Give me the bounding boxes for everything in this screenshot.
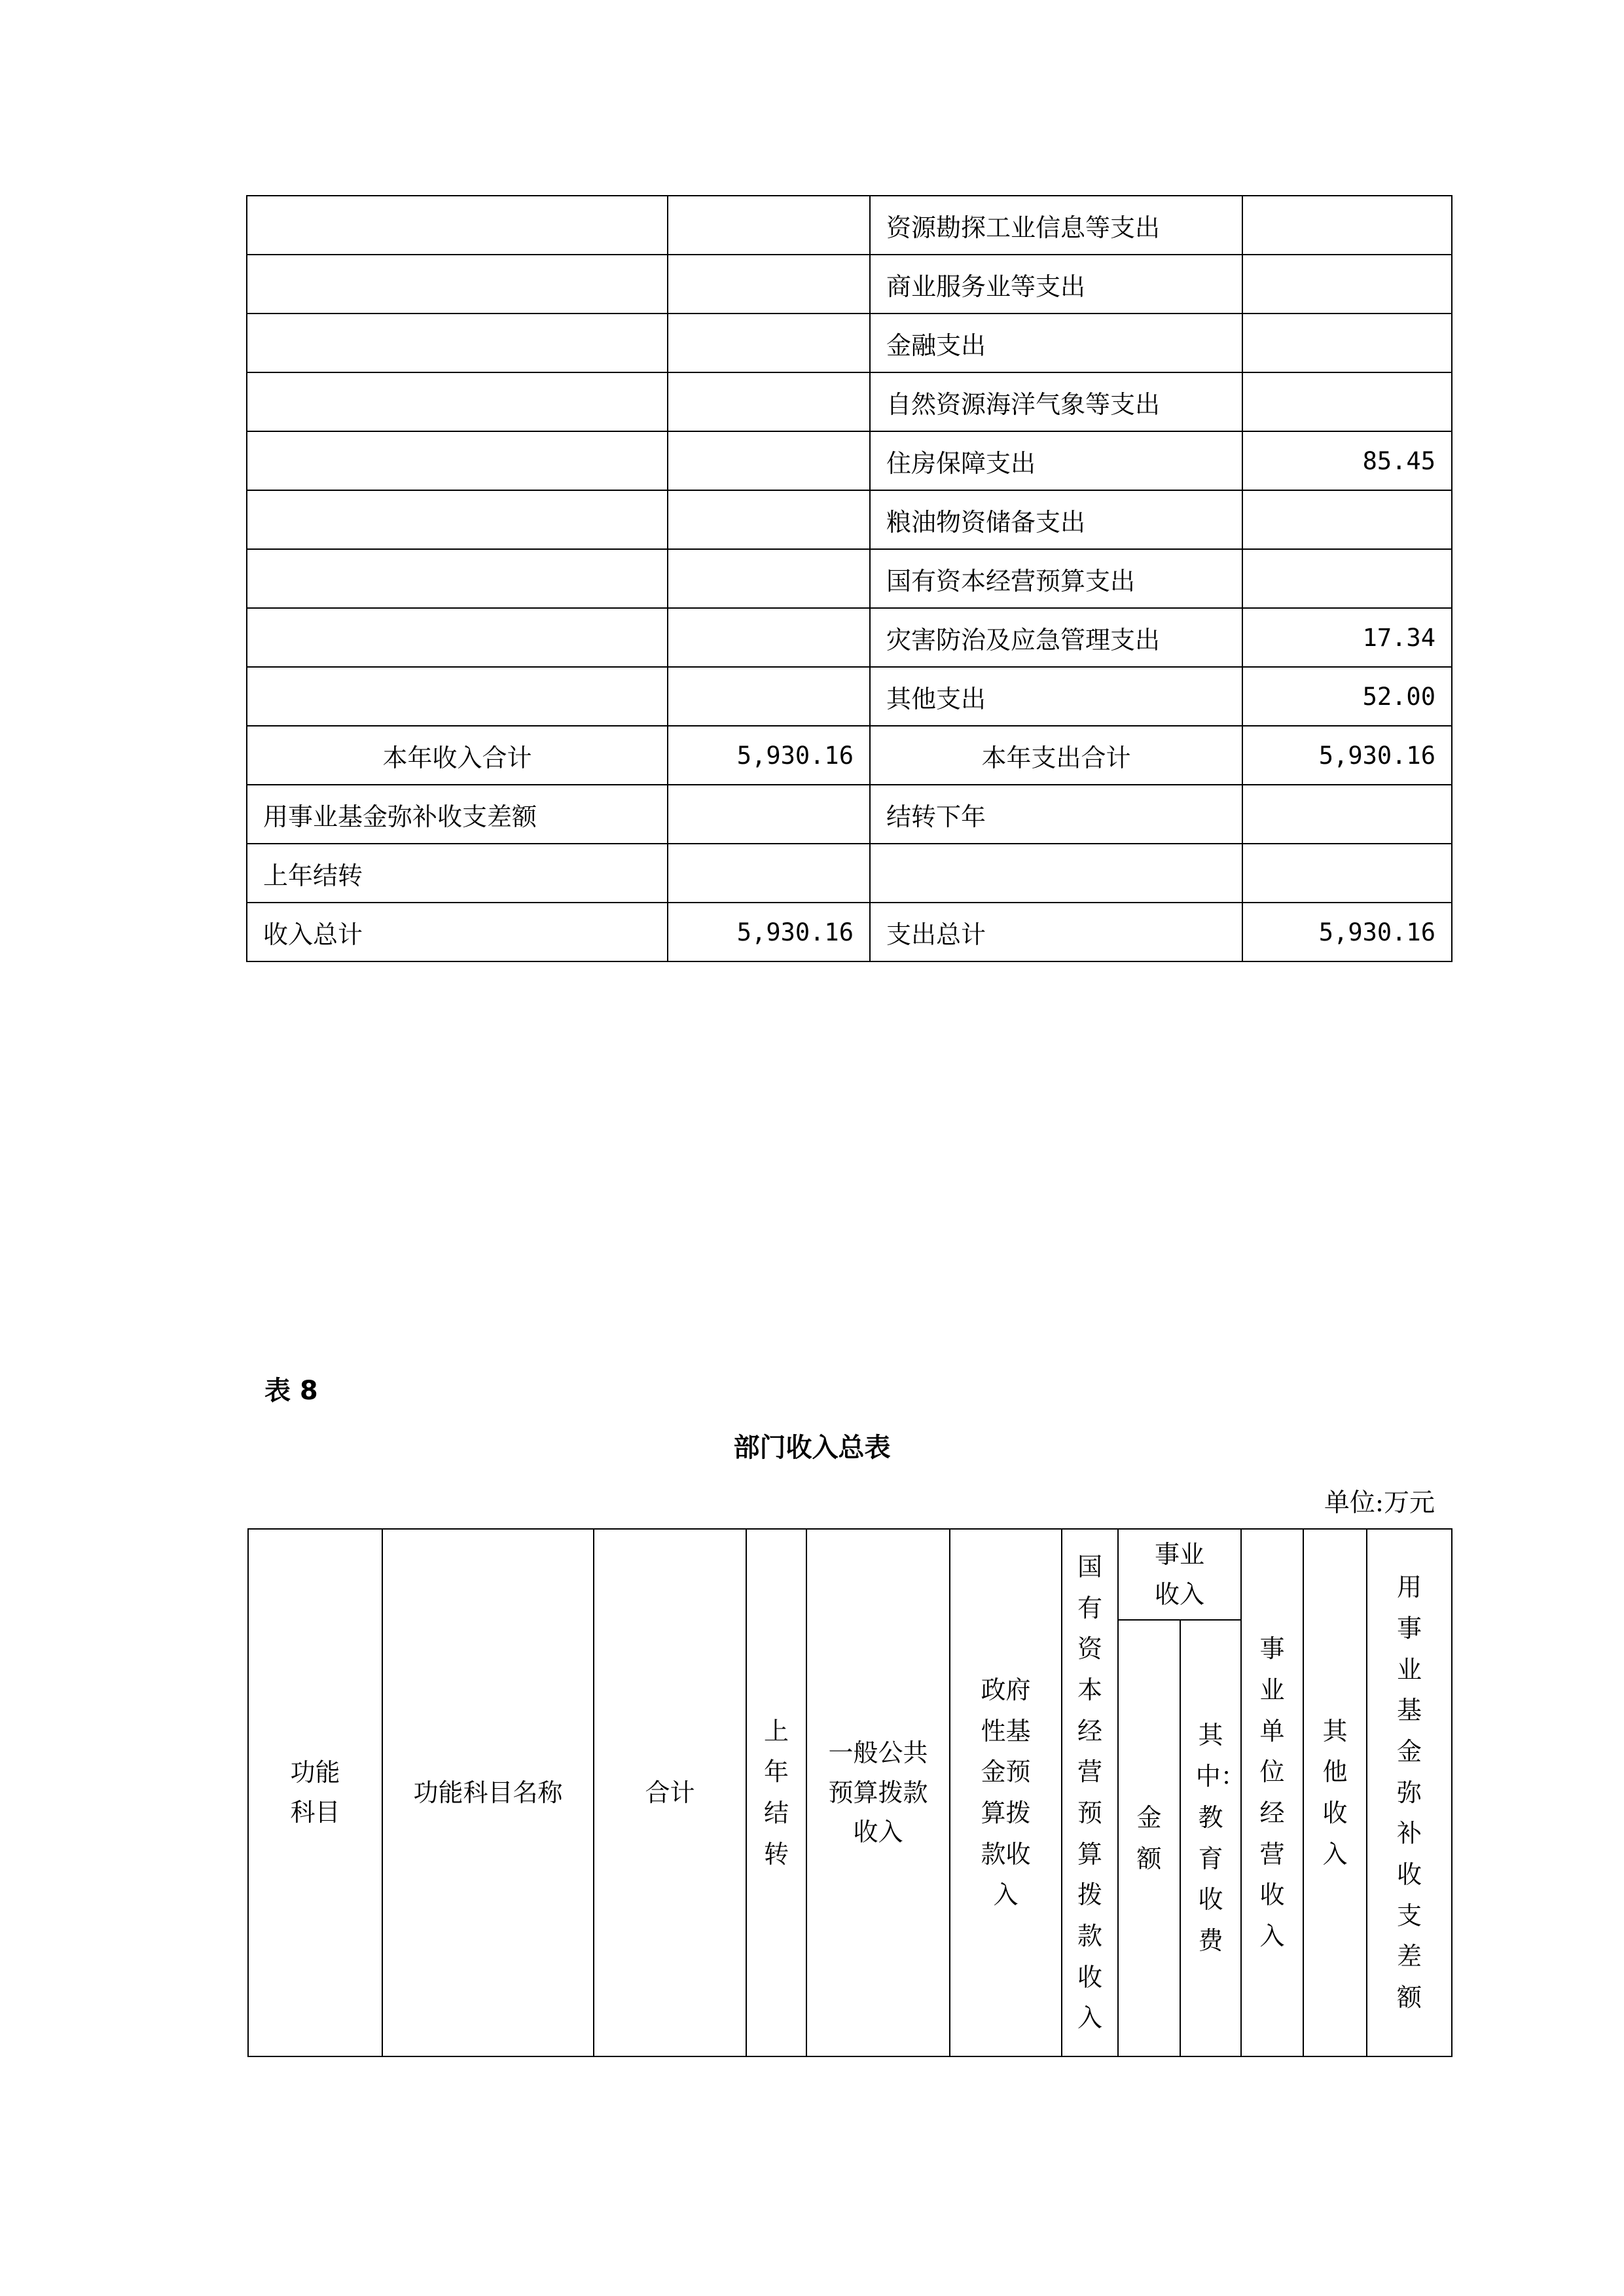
income-amount-cell (668, 549, 870, 608)
header-total: 合计 (594, 1529, 746, 2056)
expense-amount-cell: 52.00 (1242, 667, 1452, 726)
income-item-cell (247, 490, 668, 549)
income-amount-cell (668, 255, 870, 314)
expense-item-cell: 商业服务业等支出 (870, 255, 1242, 314)
table-row (247, 785, 1452, 844)
expense-amount-cell: 17.34 (1242, 608, 1452, 667)
expense-item-cell: 其他支出 (870, 667, 1242, 726)
expense-amount-cell: 85.45 (1242, 431, 1452, 490)
header-education-fee: 其中：教育收费 (1180, 1620, 1241, 2056)
expense-amount-cell (1242, 255, 1452, 314)
header-other-income: 其他收入 (1303, 1529, 1367, 2056)
header-business-unit-operation: 事业单位经营收入 (1241, 1529, 1303, 2056)
table-row (247, 844, 1452, 903)
expense-amount-cell (1242, 196, 1452, 255)
expense-amount-cell (1242, 314, 1452, 372)
table-row (247, 726, 1452, 785)
expense-item-cell: 资源勘探工业信息等支出 (870, 196, 1242, 255)
table-number: 表 8 (264, 1376, 318, 1406)
expense-item-cell: 金融支出 (870, 314, 1242, 372)
income-amount-cell (668, 314, 870, 372)
expense-amount-cell (1242, 785, 1452, 844)
expense-amount-cell (1242, 372, 1452, 431)
expense-item-cell: 自然资源海洋气象等支出 (870, 372, 1242, 431)
table-row (247, 490, 1452, 549)
income-amount-cell (668, 608, 870, 667)
header-func-name: 功能科目名称 (382, 1529, 594, 2056)
header-gov-fund: 政府性基金预算拨款收入 (950, 1529, 1062, 2056)
table-row (247, 903, 1452, 961)
expense-item-cell: 本年支出合计 (870, 726, 1242, 785)
income-item-cell (247, 255, 668, 314)
income-item-cell (247, 667, 668, 726)
expense-amount-cell (1242, 844, 1452, 903)
income-amount-cell: 5,930.16 (668, 903, 870, 961)
table-title: 部门收入总表 (733, 1433, 891, 1463)
header-last-year-carryover: 上年结转 (746, 1529, 806, 2056)
income-amount-cell (668, 372, 870, 431)
expense-amount-cell: 5,930.16 (1242, 903, 1452, 961)
table-row (247, 372, 1452, 431)
income-item-cell (247, 196, 668, 255)
department-income-table (247, 1528, 1453, 2057)
header-state-capital: 国有资本经营预算拨款收入 (1062, 1529, 1118, 2056)
header-general-budget: 一般公共预算拨款收入 (806, 1529, 950, 2056)
income-item-cell: 上年结转 (247, 844, 668, 903)
income-amount-cell (668, 667, 870, 726)
expense-item-cell: 支出总计 (870, 903, 1242, 961)
income-item-cell (247, 314, 668, 372)
header-fund-fill: 用事业基金弥补收支差额 (1367, 1529, 1452, 2056)
income-amount-cell (668, 844, 870, 903)
income-amount-cell (668, 196, 870, 255)
unit-label: 单位:万元 (1324, 1488, 1435, 1518)
table-row (247, 608, 1452, 667)
budget-summary-table (246, 195, 1453, 962)
expense-item-cell: 灾害防治及应急管理支出 (870, 608, 1242, 667)
expense-item-cell: 国有资本经营预算支出 (870, 549, 1242, 608)
expense-amount-cell: 5,930.16 (1242, 726, 1452, 785)
table-row (247, 314, 1452, 372)
income-amount-cell: 5,930.16 (668, 726, 870, 785)
income-item-cell: 本年收入合计 (247, 726, 668, 785)
expense-item-cell: 结转下年 (870, 785, 1242, 844)
income-item-cell (247, 608, 668, 667)
income-item-cell (247, 549, 668, 608)
income-item-cell (247, 431, 668, 490)
expense-item-cell (870, 844, 1242, 903)
header-func-code: 功能科目 (248, 1529, 382, 2056)
income-item-cell: 用事业基金弥补收支差额 (247, 785, 668, 844)
income-amount-cell (668, 785, 870, 844)
expense-item-cell: 粮油物资储备支出 (870, 490, 1242, 549)
table-row (247, 431, 1452, 490)
income-item-cell (247, 372, 668, 431)
table-row (247, 667, 1452, 726)
expense-amount-cell (1242, 549, 1452, 608)
income-amount-cell (668, 431, 870, 490)
income-amount-cell (668, 490, 870, 549)
table-row (247, 255, 1452, 314)
expense-amount-cell (1242, 490, 1452, 549)
table-row (247, 549, 1452, 608)
table-row (247, 196, 1452, 255)
header-business-income: 事业收入 (1118, 1529, 1241, 1620)
income-item-cell: 收入总计 (247, 903, 668, 961)
header-amount: 金额 (1118, 1620, 1180, 2056)
expense-item-cell: 住房保障支出 (870, 431, 1242, 490)
